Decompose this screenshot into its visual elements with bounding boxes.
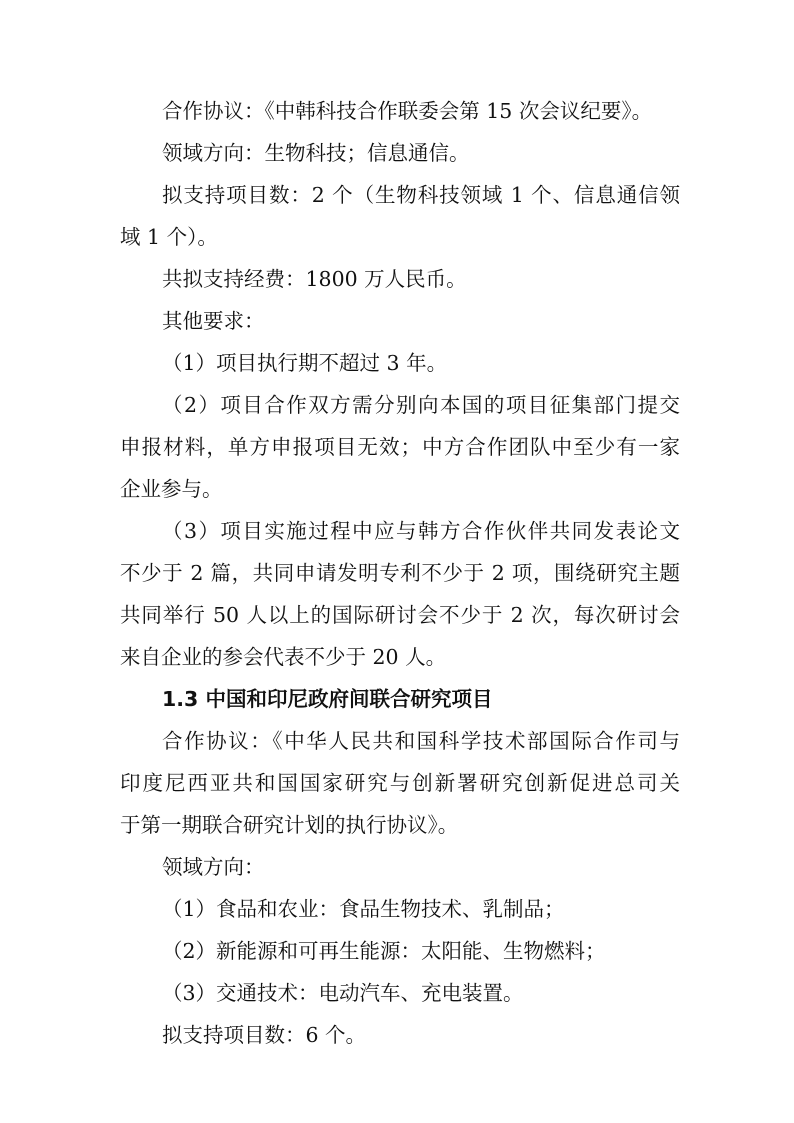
korea-req3-line1: （3）项目实施过程中应与韩方合作伙伴共同发表论文: [162, 519, 680, 543]
indonesia-agreement-line1: 合作协议：《中华人民共和国科学技术部国际合作司与: [162, 729, 680, 753]
korea-req1: （1）项目执行期不超过 3 年。: [162, 351, 448, 375]
indonesia-field2: （2）新能源和可再生能源：太阳能、生物燃料；: [162, 939, 606, 963]
korea-projects-line1: 拟支持项目数：2 个（生物科技领域 1 个、信息通信领: [162, 183, 680, 207]
korea-field: 领域方向：生物科技；信息通信。: [162, 141, 470, 165]
indonesia-field1: （1）食品和农业：食品生物技术、乳制品；: [162, 897, 565, 921]
indonesia-field3: （3）交通技术：电动汽车、充电装置。: [162, 981, 524, 1005]
section-heading-indonesia: 1.3 中国和印尼政府间联合研究项目: [162, 687, 493, 711]
indonesia-agreement-line2: 印度尼西亚共和国国家研究与创新署研究创新促进总司关: [120, 771, 680, 795]
indonesia-agreement-line3: 于第一期联合研究计划的执行协议》。: [120, 813, 459, 837]
korea-req3-line3: 共同举行 50 人以上的国际研讨会不少于 2 次，每次研讨会: [120, 603, 680, 627]
korea-funding: 共拟支持经费：1800 万人民币。: [162, 267, 467, 291]
korea-projects-line2: 域 1 个）。: [120, 225, 218, 249]
korea-req2-line2: 申报材料，单方申报项目无效；中方合作团队中至少有一家: [120, 435, 680, 459]
korea-req2-line1: （2）项目合作双方需分别向本国的项目征集部门提交: [162, 393, 680, 417]
korea-req3-line2: 不少于 2 篇，共同申请发明专利不少于 2 项，围绕研究主题: [120, 561, 680, 585]
korea-agreement: 合作协议：《中韩科技合作联委会第 15 次会议纪要》。: [162, 99, 653, 123]
document-body: [120, 90, 680, 1056]
indonesia-projects: 拟支持项目数：6 个。: [162, 1023, 367, 1047]
korea-req3-line4: 来自企业的参会代表不少于 20 人。: [120, 645, 447, 669]
korea-req2-line3: 企业参与。: [120, 477, 223, 501]
korea-other-label: 其他要求：: [162, 309, 265, 333]
indonesia-field-label: 领域方向：: [162, 855, 265, 879]
